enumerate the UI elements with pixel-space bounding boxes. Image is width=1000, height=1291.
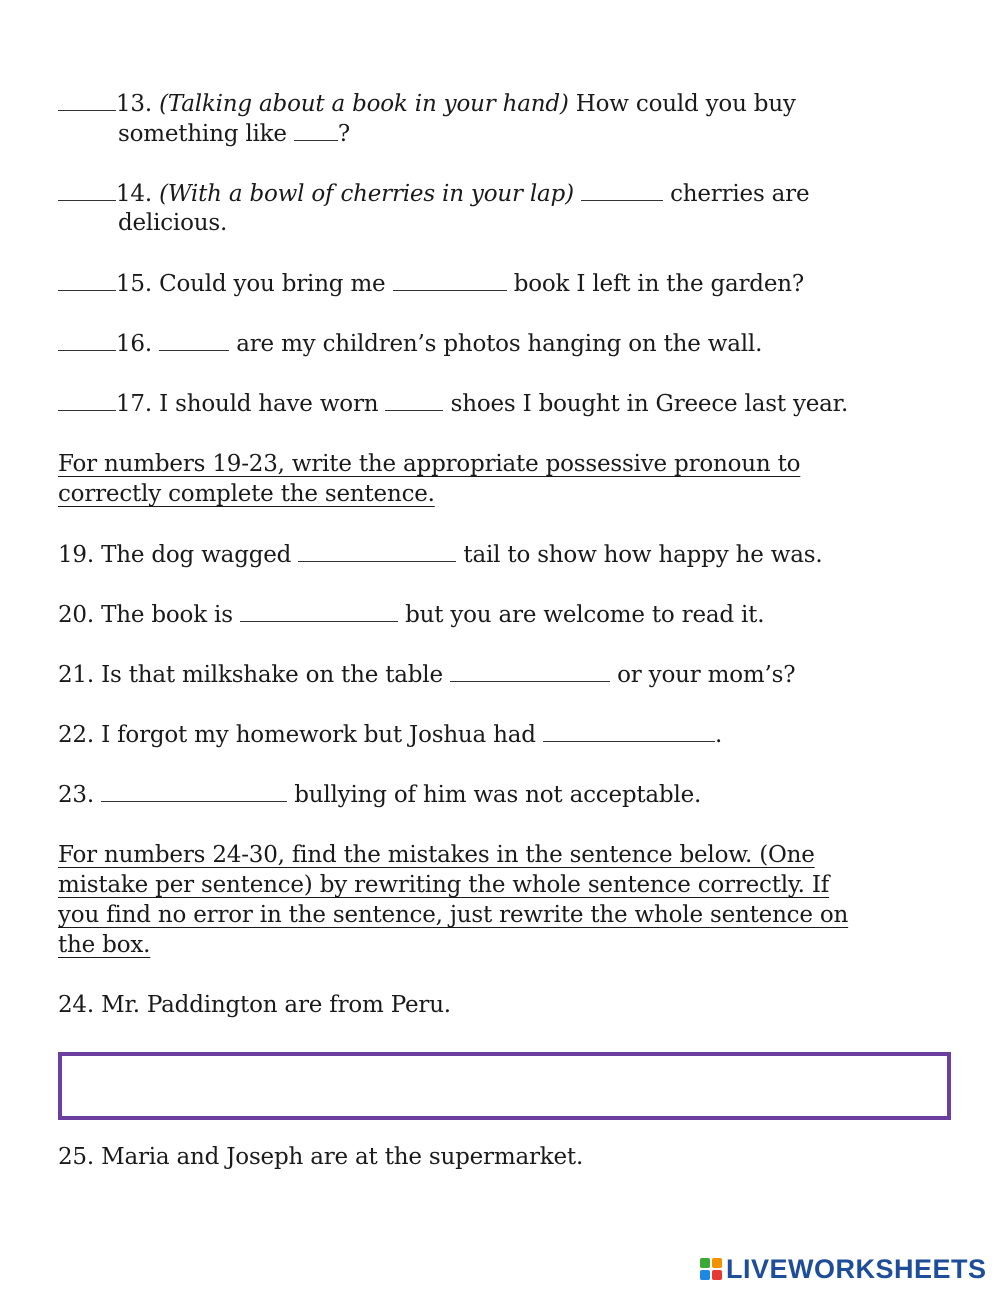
fill-blank[interactable] bbox=[581, 178, 663, 201]
question-14: 14. (With a bowl of cherries in your lap) cherries are bbox=[58, 178, 809, 209]
question-13-line2: something like ? bbox=[118, 118, 350, 149]
fill-blank[interactable] bbox=[294, 118, 338, 141]
question-17: 17. I should have worn shoes I bought in Greece last year. bbox=[58, 388, 848, 419]
question-19: 19. The dog wagged tail to show how happy he was. bbox=[58, 539, 822, 570]
answer-blank[interactable] bbox=[58, 178, 116, 201]
liveworksheets-logo bbox=[700, 1254, 987, 1284]
question-25: 25. Maria and Joseph are at the supermarket. bbox=[58, 1144, 584, 1170]
fill-blank[interactable] bbox=[393, 268, 507, 291]
answer-blank[interactable] bbox=[58, 88, 116, 111]
instruction-mistakes-line3: you find no error in the sentence, just rewrite the whole sentence on bbox=[58, 902, 849, 928]
answer-blank[interactable] bbox=[58, 328, 116, 351]
logo-square bbox=[712, 1270, 722, 1280]
instruction-mistakes-line1: For numbers 24-30, find the mistakes in the sentence below. (One bbox=[58, 842, 815, 868]
fill-blank[interactable] bbox=[543, 719, 715, 742]
logo-square bbox=[700, 1258, 710, 1268]
logo-text: LIVEWORKSHEETS bbox=[726, 1253, 987, 1284]
logo-square bbox=[712, 1258, 722, 1268]
logo-mark-icon bbox=[700, 1258, 722, 1280]
instruction-possessive-line1: For numbers 19-23, write the appropriate possessive pronoun to bbox=[58, 451, 801, 477]
answer-box-24[interactable] bbox=[58, 1052, 951, 1120]
question-13: 13. (Talking about a book in your hand) How could you buy bbox=[58, 88, 796, 119]
answer-blank[interactable] bbox=[58, 388, 116, 411]
fill-blank[interactable] bbox=[101, 779, 287, 802]
logo-square bbox=[700, 1270, 710, 1280]
question-22: 22. I forgot my homework but Joshua had . bbox=[58, 719, 722, 750]
question-20: 20. The book is but you are welcome to read it. bbox=[58, 599, 764, 630]
fill-blank[interactable] bbox=[240, 599, 398, 622]
fill-blank[interactable] bbox=[298, 539, 456, 562]
question-14-line2: delicious. bbox=[118, 210, 228, 236]
fill-blank[interactable] bbox=[450, 659, 610, 682]
instruction-mistakes-line4: the box. bbox=[58, 932, 151, 958]
question-15: 15. Could you bring me book I left in the garden? bbox=[58, 268, 804, 299]
answer-blank[interactable] bbox=[58, 268, 116, 291]
fill-blank[interactable] bbox=[385, 388, 443, 411]
instruction-possessive-line2: correctly complete the sentence. bbox=[58, 481, 435, 507]
question-21: 21. Is that milkshake on the table or your mom’s? bbox=[58, 659, 795, 690]
question-16: 16. are my children’s photos hanging on the wall. bbox=[58, 328, 762, 359]
context-note: (With a bowl of cherries in your lap) bbox=[159, 181, 574, 207]
context-note: (Talking about a book in your hand) bbox=[159, 91, 569, 117]
question-23: 23. bullying of him was not acceptable. bbox=[58, 779, 701, 810]
question-24: 24. Mr. Paddington are from Peru. bbox=[58, 992, 451, 1018]
instruction-mistakes-line2: mistake per sentence) by rewriting the whole sentence correctly. If bbox=[58, 872, 830, 898]
fill-blank[interactable] bbox=[159, 328, 229, 351]
